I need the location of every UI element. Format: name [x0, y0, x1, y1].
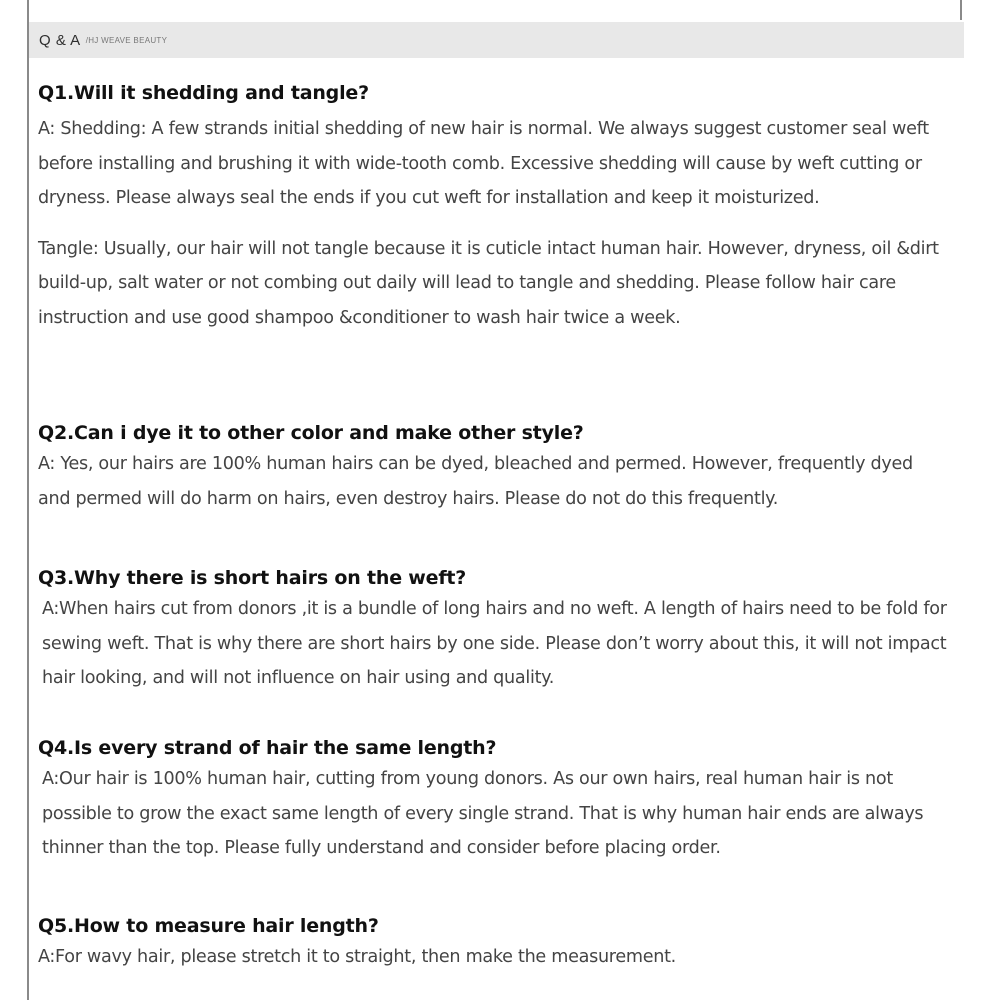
faq-question: Q5.How to measure hair length? [38, 915, 379, 937]
faq-answer: A:When hairs cut from donors ,it is a bundle of long hairs and no weft. A length of hairs need to be fold for sewing weft. That is why there are short hairs by one side. Please don’t worry about this, it will not impact hair looking, and will not influence on hair using and quality. [42, 599, 947, 688]
right-border-tick [960, 0, 962, 20]
faq-item-3 [38, 565, 950, 696]
faq-item-4 [38, 735, 950, 866]
section-header [29, 22, 964, 58]
faq-question: Q3.Why there is short hairs on the weft? [38, 567, 467, 589]
faq-answer: A: Yes, our hairs are 100% human hairs can be dyed, bleached and permed. However, frequently dyed and permed will do harm on hairs, even destroy hairs. Please do not do this frequently. [38, 454, 913, 509]
faq-answer: A:For wavy hair, please stretch it to straight, then make the measurement. [38, 947, 676, 967]
faq-question: Q4.Is every strand of hair the same length? [38, 737, 497, 759]
faq-item-2 [38, 420, 950, 516]
faq-item-5 [38, 913, 950, 975]
section-subtitle: /HJ WEAVE BEAUTY [85, 35, 168, 45]
section-title: Q & A [39, 31, 81, 49]
faq-question: Q1.Will it shedding and tangle? [38, 82, 369, 104]
faq-item-1 [38, 80, 950, 335]
faq-question: Q2.Can i dye it to other color and make other style? [38, 422, 584, 444]
faq-answer: A:Our hair is 100% human hair, cutting from young donors. As our own hairs, real human hair is not possible to grow the exact same length of every single strand. That is why human hair ends are always thinner than the top. Please fully understand and consider before placing order. [42, 769, 924, 858]
left-border [27, 0, 29, 1000]
faq-answer: A: Shedding: A few strands initial shedding of new hair is normal. We always suggest customer seal weft before installing and brushing it with wide-tooth comb. Excessive shedding will cause by weft cutting or dryness. Please always seal the ends if you cut weft for installation and keep it moisturized. [38, 119, 929, 208]
faq-answer: Tangle: Usually, our hair will not tangle because it is cuticle intact human hair. However, dryness, oil &dirt build-up, salt water or not combing out daily will lead to tangle and shedding. Please follow hair care instruction and use good shampoo &conditioner to wash hair twice a week. [38, 238, 939, 328]
